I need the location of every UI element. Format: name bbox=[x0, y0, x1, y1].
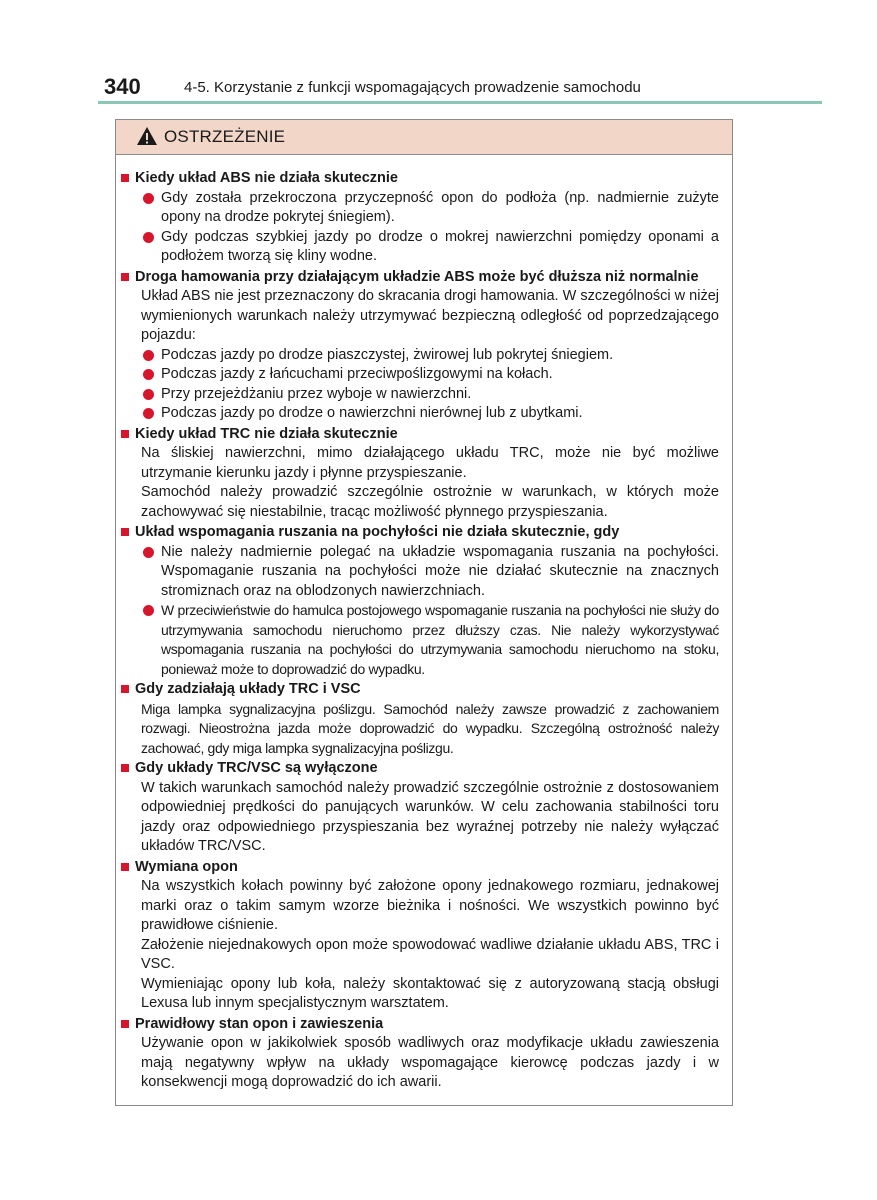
section-heading bbox=[119, 168, 719, 189]
page-number: 340 bbox=[104, 74, 141, 99]
warning-section bbox=[119, 679, 719, 758]
red-square-bullet-icon bbox=[121, 273, 129, 281]
red-square-bullet-icon bbox=[121, 1020, 129, 1028]
section-heading-text: Kiedy układ ABS nie działa skutecznie bbox=[135, 170, 398, 186]
red-dot-bullet-icon bbox=[143, 389, 154, 400]
red-dot-bullet-icon bbox=[143, 350, 154, 361]
bullet-text: Gdy podczas szybkiej jazdy po drodze o mokrej nawierzchni pomiędzy oponami a podłożem tworzą się kliny wodne. bbox=[161, 228, 719, 264]
page-header bbox=[98, 74, 822, 104]
red-square-bullet-icon bbox=[121, 764, 129, 772]
section-heading-text: Wymiana opon bbox=[135, 858, 238, 875]
section-heading-text: Droga hamowania przy działającym układzie ABS może być dłuższa niż normalnie bbox=[135, 268, 699, 285]
bullet-item bbox=[119, 365, 719, 385]
paragraph: Założenie niejednakowych opon może spowodować wadliwe działanie układu ABS, TRC i VSC. bbox=[141, 936, 719, 972]
section-heading bbox=[119, 679, 719, 700]
bullet-item bbox=[119, 189, 719, 228]
warning-section bbox=[119, 168, 719, 267]
red-dot-bullet-icon bbox=[143, 547, 154, 558]
bullet-item bbox=[119, 404, 719, 424]
bullet-text: W przeciwieństwie do hamulca postojowego wspomaganie ruszania na pochyłości nie służy do utrzymywania samochodu nieruchomo przez dłuższy czas. Nie należy wykorzystywać wspomagania ruszania na pochyłości do utrzymywania samochodu nieruchomo na stoku, ponieważ może to doprowadzić do wypadku. bbox=[161, 602, 719, 677]
warning-section bbox=[119, 758, 719, 857]
warning-section bbox=[119, 1014, 719, 1093]
warning-section bbox=[119, 857, 719, 1014]
bullet-item bbox=[119, 543, 719, 602]
red-dot-bullet-icon bbox=[143, 232, 154, 243]
warning-title: OSTRZEŻENIE bbox=[164, 127, 286, 146]
red-square-bullet-icon bbox=[121, 528, 129, 536]
paragraph: W takich warunkach samochód należy prowadzić szczególnie ostrożnie z dostosowaniem odpowiedniej prędkości do panujących warunków. W celu zachowania stabilności toru jazdy oraz odpowiedniego przyspieszania bez wyraźnej potrzeby nie należy wyłączać układów TRC/VSC. bbox=[141, 779, 719, 854]
warning-box bbox=[115, 119, 733, 1106]
paragraph: Na wszystkich kołach powinny być założone opony jednakowego rozmiaru, jednakowej marki oraz o takim samym wzorze bieżnika i nośności. We wszystkich powinno być prawidłowe ciśnienie. bbox=[141, 878, 719, 933]
bullet-text: Nie należy nadmiernie polegać na układzie wspomagania ruszania na pochyłości. Wspomaganie ruszania na pochyłości może nie działać skutecznie na znacznych stromiznach oraz na oblodzonych nawierzchniach. bbox=[161, 543, 719, 599]
bullet-text: Podczas jazdy po drodze o nawierzchni nierównej lub z ubytkami. bbox=[161, 405, 583, 421]
red-dot-bullet-icon bbox=[143, 369, 154, 380]
section-heading bbox=[119, 424, 719, 445]
bullet-item bbox=[119, 346, 719, 366]
bullet-item bbox=[119, 385, 719, 405]
bullet-text: Podczas jazdy z łańcuchami przeciwpoślizgowymi na kołach. bbox=[161, 366, 553, 382]
section-heading bbox=[119, 522, 719, 543]
paragraph: Używanie opon w jakikolwiek sposób wadliwych oraz modyfikacje układu zawieszenia mają negatywny wpływ na układy wspomagające kierowcę podczas jazdy i w konsekwencji mogą doprowadzić do ich awarii. bbox=[141, 1035, 719, 1090]
paragraph: Miga lampka sygnalizacyjna poślizgu. Samochód należy zawsze prowadzić z zachowaniem rozwagi. Nieostrożna jazda może doprowadzić do wypadku. Szczególną ostrożność należy zachować, gdy miga lampka sygnalizacyjna poślizgu. bbox=[141, 700, 719, 756]
header-rule bbox=[98, 101, 822, 104]
warning-section bbox=[119, 424, 719, 523]
section-heading-text: Kiedy układ TRC nie działa skutecznie bbox=[135, 425, 398, 442]
bullet-item bbox=[119, 228, 719, 267]
red-dot-bullet-icon bbox=[143, 605, 154, 616]
warning-section bbox=[119, 267, 719, 424]
paragraph: Samochód należy prowadzić szczególnie ostrożnie w warunkach, w których może zachowywać się niestabilnie, tracąc możliwość płynnego przyspieszania. bbox=[141, 484, 719, 520]
warning-header bbox=[116, 120, 732, 155]
section-heading bbox=[119, 857, 719, 878]
section-heading bbox=[119, 758, 719, 779]
warning-section bbox=[119, 522, 719, 679]
warning-content bbox=[119, 168, 719, 1093]
red-square-bullet-icon bbox=[121, 685, 129, 693]
red-dot-bullet-icon bbox=[143, 408, 154, 419]
section-heading bbox=[119, 267, 719, 288]
paragraph: Układ ABS nie jest przeznaczony do skracania drogi hamowania. W szczególności w niżej wymienionych warunkach należy utrzymywać bezpieczną odległość od poprzedzającego pojazdu: bbox=[141, 288, 719, 343]
paragraph: Wymieniając opony lub koła, należy skontaktować się z autoryzowaną stacją obsługi Lexusa lub innym specjalistycznym warsztatem. bbox=[141, 975, 719, 1011]
bullet-text: Przy przejeżdżaniu przez wyboje w nawierzchni. bbox=[161, 385, 472, 402]
section-heading-text: Prawidłowy stan opon i zawieszenia bbox=[135, 1015, 384, 1032]
bullet-item bbox=[119, 601, 719, 679]
paragraph: Na śliskiej nawierzchni, mimo działającego układu TRC, może nie być możliwe utrzymanie kierunku jazdy i płynne przyspieszanie. bbox=[141, 445, 719, 481]
red-square-bullet-icon bbox=[121, 430, 129, 438]
red-dot-bullet-icon bbox=[143, 193, 154, 204]
warning-triangle-icon bbox=[136, 126, 158, 146]
section-heading-text: Układ wspomagania ruszania na pochyłości nie działa skutecznie, gdy bbox=[135, 524, 620, 540]
section-heading-text: Gdy zadziałają układy TRC i VSC bbox=[135, 681, 361, 697]
bullet-text: Gdy została przekroczona przyczepność opon do podłoża (np. nadmiernie zużyte opony na drodze pokrytej śniegiem). bbox=[161, 189, 719, 225]
section-title: 4-5. Korzystanie z funkcji wspomagających prowadzenie samochodu bbox=[184, 79, 641, 96]
section-heading-text: Gdy układy TRC/VSC są wyłączone bbox=[135, 760, 378, 776]
section-heading bbox=[119, 1014, 719, 1035]
red-square-bullet-icon bbox=[121, 863, 129, 871]
red-square-bullet-icon bbox=[121, 174, 129, 182]
bullet-text: Podczas jazdy po drodze piaszczystej, żwirowej lub pokrytej śniegiem. bbox=[161, 346, 614, 363]
